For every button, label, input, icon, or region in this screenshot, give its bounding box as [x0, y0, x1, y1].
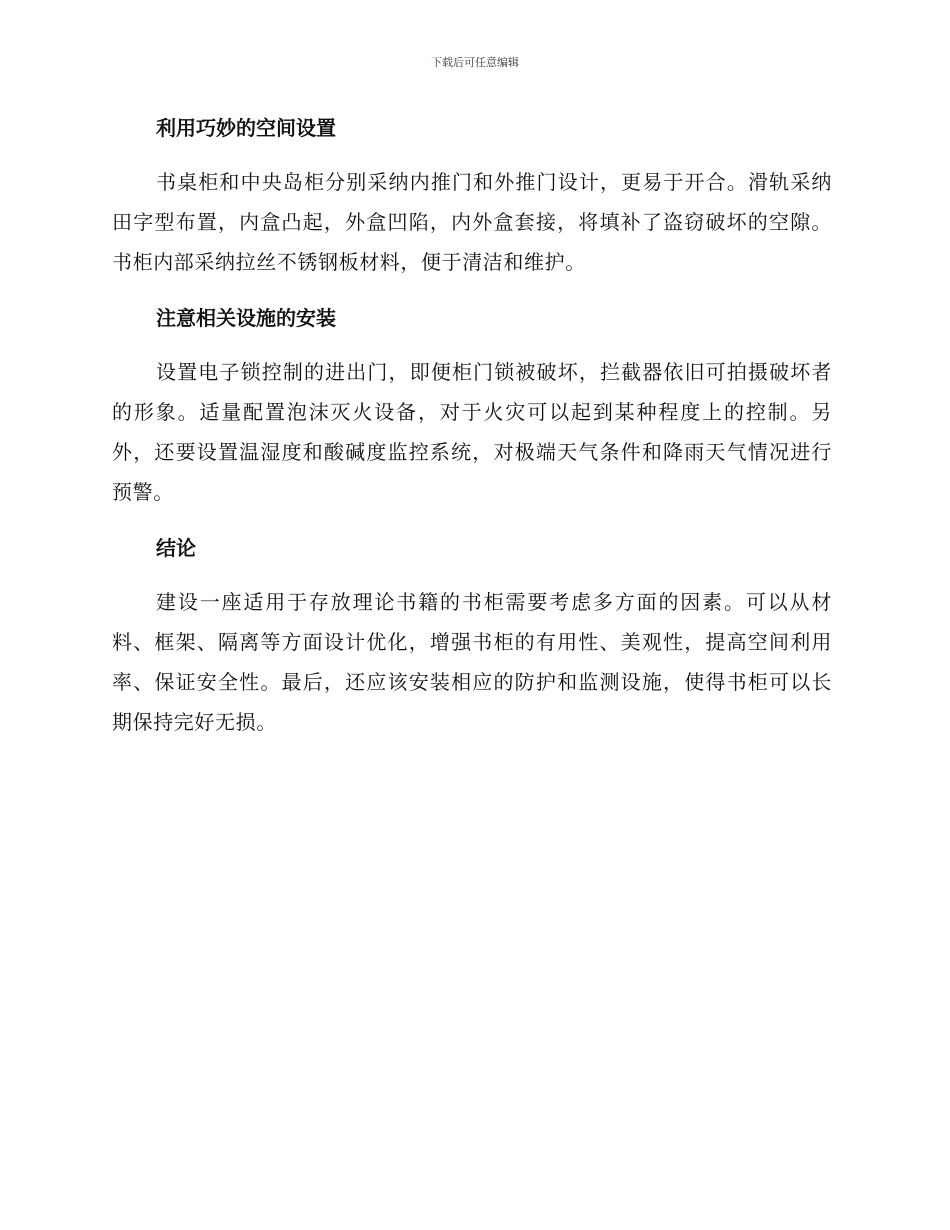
section-heading-facility-installation: 注意相关设施的安装: [156, 306, 336, 330]
section-paragraph-space-setting: 书桌柜和中央岛柜分别采纳内推门和外推门设计，更易于开合。滑轨采纳田字型布置，内盒凸起，外盒凹陷，内外盒套接，将填补了盗窃破坏的空隙。书柜内部采纳拉丝不锈钢板材料，便于清洁和维护。: [112, 170, 832, 274]
section-heading-space-setting: 利用巧妙的空间设置: [156, 116, 336, 140]
section-paragraph-facility-installation: 设置电子锁控制的进出门，即便柜门锁被破坏，拦截器依旧可拍摄破坏者的形象。适量配置泡沫灭火设备，对于火灾可以起到某种程度上的控制。另外，还要设置温湿度和酸碱度监控系统，对极端天气条件和降雨天气情况进行预警。: [112, 360, 832, 504]
section-heading-conclusion: 结论: [156, 536, 196, 560]
document-body: [112, 108, 832, 742]
section-paragraph-conclusion: 建设一座适用于存放理论书籍的书柜需要考虑多方面的因素。可以从材料、框架、隔离等方面设计优化，增强书柜的有用性、美观性，提高空间利用率、保证安全性。最后，还应该安装相应的防护和监测设施，使得书柜可以长期保持完好无损。: [112, 590, 832, 734]
page-header-note: 下载后可任意编辑: [431, 56, 519, 69]
